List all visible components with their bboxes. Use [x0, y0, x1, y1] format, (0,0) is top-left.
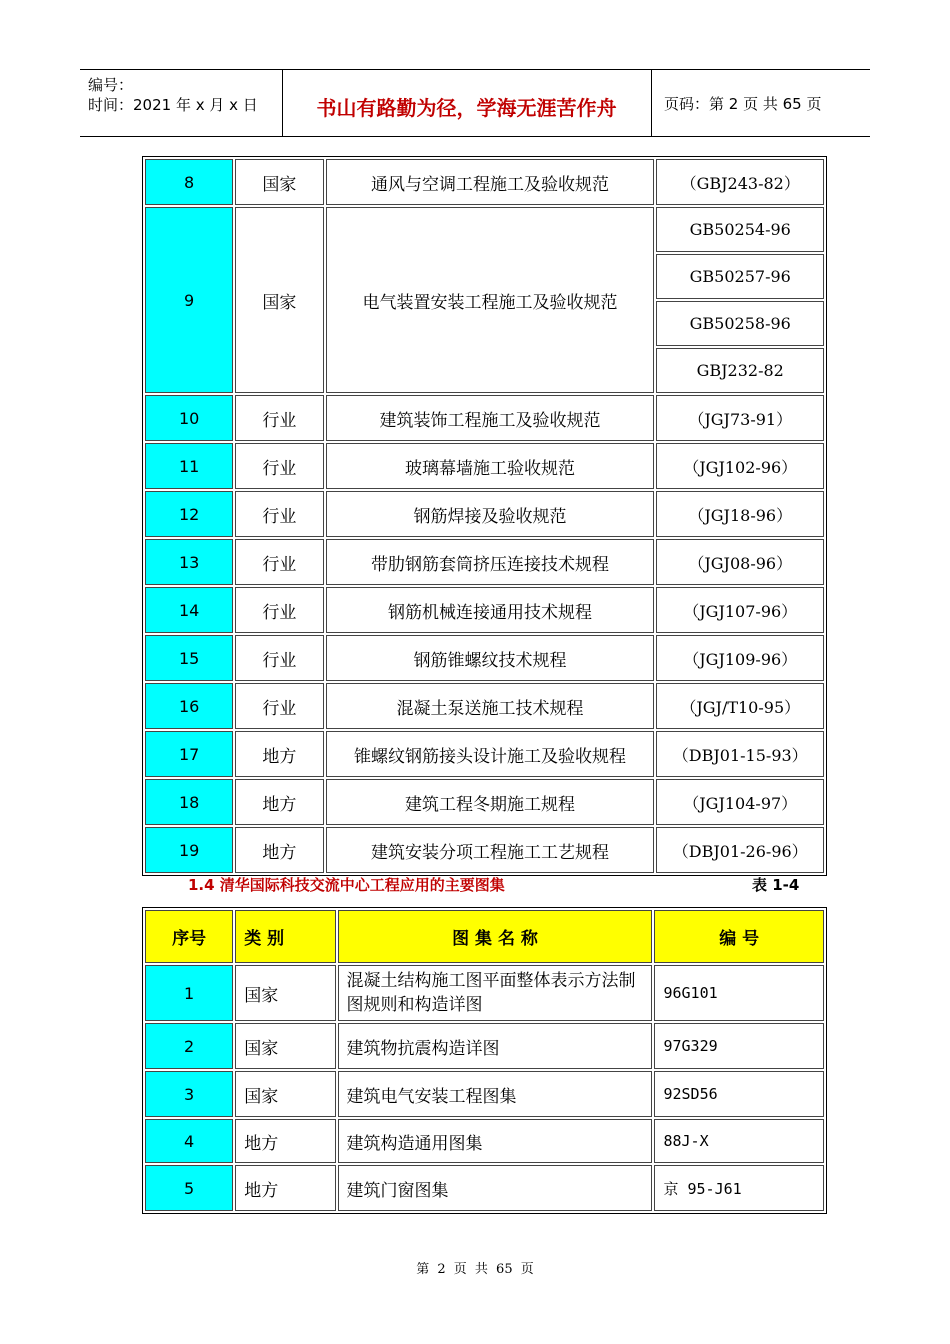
table-row — [145, 731, 824, 777]
row-name: 带肋钢筋套筒挤压连接技术规程 — [326, 539, 655, 585]
header-number: 序号 — [145, 910, 233, 963]
row-category: 国家 — [235, 207, 323, 393]
row-name: 建筑装饰工程施工及验收规范 — [326, 395, 655, 441]
row-number: 11 — [145, 443, 233, 489]
row-name: 电气装置安装工程施工及验收规范 — [326, 207, 655, 393]
header-meta — [80, 70, 283, 136]
standards-table — [143, 157, 826, 875]
table-row — [145, 159, 824, 205]
row-number: 17 — [145, 731, 233, 777]
row-code: 92SD56 — [654, 1071, 824, 1117]
row-code: （JGJ107-96） — [656, 587, 824, 633]
row-code: （JGJ102-96） — [656, 443, 824, 489]
row-name: 建筑物抗震构造详图 — [338, 1023, 653, 1069]
row-code: （JGJ/T10-95） — [656, 683, 824, 729]
row-category: 地方 — [235, 827, 323, 873]
table-row — [145, 443, 824, 489]
row-category: 行业 — [235, 395, 323, 441]
table-row — [145, 779, 824, 825]
row-category: 地方 — [235, 1165, 335, 1211]
page-footer: 第 2 页 共 65 页 — [416, 1262, 534, 1277]
row-name: 锥螺纹钢筋接头设计施工及验收规程 — [326, 731, 655, 777]
row-name: 建筑门窗图集 — [338, 1165, 653, 1211]
row-code: （DBJ01-15-93） — [656, 731, 824, 777]
row-name: 建筑电气安装工程图集 — [338, 1071, 653, 1117]
table-row — [145, 965, 824, 1021]
row-name: 混凝土泵送施工技术规程 — [326, 683, 655, 729]
row-number: 19 — [145, 827, 233, 873]
row-code: 88J-X — [654, 1119, 824, 1163]
table-row — [145, 635, 824, 681]
row-code: （GBJ243-82） — [656, 159, 824, 205]
row-number: 14 — [145, 587, 233, 633]
header-name: 图 集 名 称 — [338, 910, 653, 963]
header-category: 类 别 — [235, 910, 335, 963]
row-category: 行业 — [235, 539, 323, 585]
table-row — [145, 395, 824, 441]
row-number: 1 — [145, 965, 233, 1021]
row-code: （JGJ18-96） — [656, 491, 824, 537]
header-motto: 书山有路勤为径，学海无涯苦作舟 — [282, 70, 652, 136]
table-row — [145, 683, 824, 729]
row-code: GB50257-96 — [656, 254, 824, 299]
row-number: 2 — [145, 1023, 233, 1069]
row-code: （JGJ73-91） — [656, 395, 824, 441]
header-page-info: 页码：第 2 页 共 65 页 — [664, 94, 822, 113]
row-number: 9 — [145, 207, 233, 393]
row-name: 通风与空调工程施工及验收规范 — [326, 159, 655, 205]
row-category: 国家 — [235, 159, 323, 205]
row-name: 钢筋焊接及验收规范 — [326, 491, 655, 537]
row-number: 8 — [145, 159, 233, 205]
table-row — [145, 587, 824, 633]
row-category: 行业 — [235, 443, 323, 489]
table-row — [145, 1071, 824, 1117]
row-number: 18 — [145, 779, 233, 825]
row-category: 国家 — [235, 1023, 335, 1069]
row-category: 行业 — [235, 635, 323, 681]
row-code: GB50254-96 — [656, 207, 824, 252]
table-row — [145, 1023, 824, 1069]
row-code: 京 95-J61 — [654, 1165, 824, 1211]
row-category: 地方 — [235, 779, 323, 825]
row-name: 建筑工程冬期施工规程 — [326, 779, 655, 825]
row-code: （JGJ109-96） — [656, 635, 824, 681]
row-code: GB50258-96 — [656, 301, 824, 346]
table-row — [145, 827, 824, 873]
row-category: 行业 — [235, 587, 323, 633]
row-number: 3 — [145, 1071, 233, 1117]
row-name: 玻璃幕墙施工验收规范 — [326, 443, 655, 489]
table-row — [145, 1165, 824, 1211]
row-number: 16 — [145, 683, 233, 729]
number-label: 编号： — [88, 76, 134, 94]
row-category: 国家 — [235, 1071, 335, 1117]
row-name: 混凝土结构施工图平面整体表示方法制图规则和构造详图 — [338, 965, 653, 1021]
table-number: 表 1-4 — [752, 876, 800, 894]
table-row — [145, 1119, 824, 1163]
row-name: 建筑安装分项工程施工工艺规程 — [326, 827, 655, 873]
row-code: 97G329 — [654, 1023, 824, 1069]
header-code: 编 号 — [654, 910, 824, 963]
row-number: 13 — [145, 539, 233, 585]
row-category: 地方 — [235, 1119, 335, 1163]
time-label: 时间：2021 年 x 月 x 日 — [88, 96, 258, 114]
row-name: 钢筋锥螺纹技术规程 — [326, 635, 655, 681]
row-category: 地方 — [235, 731, 323, 777]
row-code: GBJ232-82 — [656, 348, 824, 393]
table-row — [145, 207, 824, 252]
row-name: 钢筋机械连接通用技术规程 — [326, 587, 655, 633]
row-name: 建筑构造通用图集 — [338, 1119, 653, 1163]
row-number: 4 — [145, 1119, 233, 1163]
row-code: （JGJ104-97） — [656, 779, 824, 825]
row-category: 国家 — [235, 965, 335, 1021]
table-header-row — [145, 910, 824, 963]
page-header — [80, 69, 870, 137]
row-code: 96G101 — [654, 965, 824, 1021]
atlas-table — [143, 908, 826, 1213]
table-row — [145, 491, 824, 537]
row-number: 5 — [145, 1165, 233, 1211]
table-row — [145, 539, 824, 585]
section-title: 1.4 清华国际科技交流中心工程应用的主要图集 — [188, 876, 505, 894]
row-category: 行业 — [235, 491, 323, 537]
row-number: 12 — [145, 491, 233, 537]
row-category: 行业 — [235, 683, 323, 729]
row-number: 15 — [145, 635, 233, 681]
row-code: （DBJ01-26-96） — [656, 827, 824, 873]
row-code: （JGJ08-96） — [656, 539, 824, 585]
row-number: 10 — [145, 395, 233, 441]
